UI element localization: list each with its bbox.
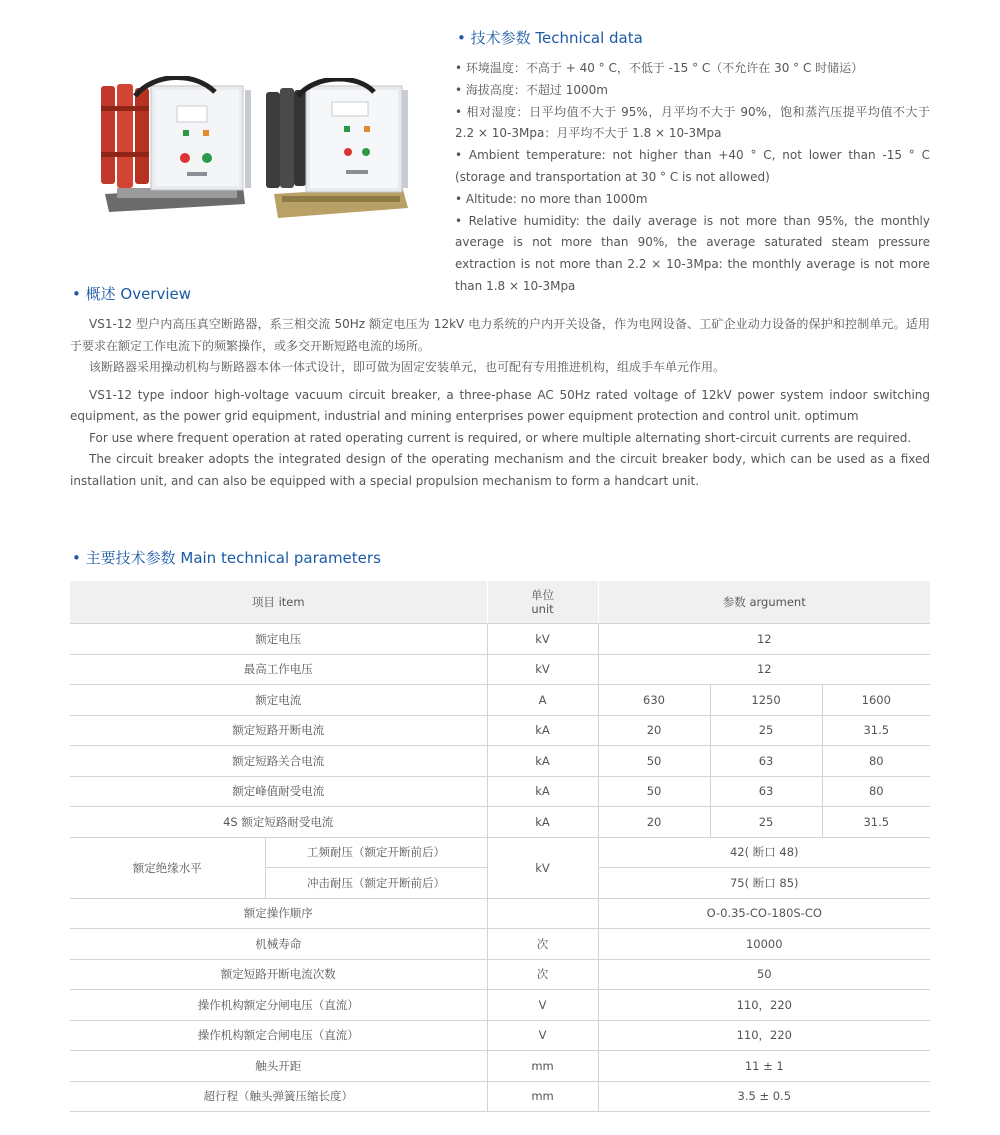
header-item: 项目 item — [70, 581, 487, 624]
row-item: 额定电流 — [70, 685, 487, 716]
row-item: 触头开距 — [70, 1051, 487, 1082]
header-unit-cn: 单位 — [531, 588, 555, 602]
table-row — [70, 654, 930, 685]
row-value-3: 1600 — [822, 685, 930, 716]
row-value: O-0.35-CO-180S-CO — [598, 898, 930, 929]
tech-line-humidity-cn: • 相对湿度：日平均值不大于 95%，月平均不大于 90%，饱和蒸汽压提平均值不大于 2.2 × 10-3Mpa：月平均不大于 1.8 × 10-3Mpa — [455, 104, 930, 141]
row-unit: V — [487, 1020, 598, 1051]
row-value-1: 630 — [598, 685, 710, 716]
row-value: 50 — [598, 959, 930, 990]
row-value-3: 80 — [822, 746, 930, 777]
header-unit — [487, 581, 598, 624]
row-item: 额定短路开断电流 — [70, 715, 487, 746]
table-row — [70, 959, 930, 990]
row-value: 110，220 — [598, 1020, 930, 1051]
tech-line-humidity-en: • Relative humidity: the daily average is not more than 95%, the monthly average is not more than 90%, the average saturated steam pressure extraction is not more than 2.2 × 10-3Mpa: the monthly average is not more than 1.8 × 10-3Mpa — [455, 213, 930, 293]
row-unit: kA — [487, 715, 598, 746]
overview-paragraph-cn-1: VS1-12 型户内高压真空断路器，系三相交流 50Hz 额定电压为 12kV 电力系统的户内开关设备，作为电网设备、工矿企业动力设备的保护和控制单元。适用于要求在额定工作电流下的频繁操作，或多交开断短路电流的场所。 — [70, 317, 930, 353]
row-item: 操作机构额定合闸电压（直流） — [70, 1020, 487, 1051]
row-value: 42( 断口 48) — [598, 837, 930, 868]
circuit-breaker-red-image — [95, 76, 255, 226]
row-value: 12 — [598, 654, 930, 685]
row-value-2: 25 — [710, 715, 822, 746]
table-row — [70, 929, 930, 960]
row-value-3: 31.5 — [822, 715, 930, 746]
row-value: 11 ± 1 — [598, 1051, 930, 1082]
row-unit: kA — [487, 746, 598, 777]
row-value-1: 20 — [598, 807, 710, 838]
row-unit: kV — [487, 837, 598, 898]
row-unit: V — [487, 990, 598, 1021]
row-value: 12 — [598, 624, 930, 655]
row-unit: kA — [487, 776, 598, 807]
row-item: 额定操作顺序 — [70, 898, 487, 929]
parameters-table — [70, 581, 930, 1112]
table-row — [70, 837, 930, 868]
tech-line-altitude-en: • Altitude: no more than 1000m — [455, 191, 648, 206]
header-argument: 参数 argument — [598, 581, 930, 624]
table-row — [70, 898, 930, 929]
row-value-1: 50 — [598, 746, 710, 777]
row-item: 最高工作电压 — [70, 654, 487, 685]
circuit-breaker-silver-image — [262, 78, 412, 226]
table-row — [70, 1051, 930, 1082]
row-unit: mm — [487, 1081, 598, 1112]
row-unit: kA — [487, 807, 598, 838]
overview-paragraph-en-1: VS1-12 type indoor high-voltage vacuum circuit breaker, a three-phase AC 50Hz rated voltage of 12kV power system indoor switching equipment, as the power grid equipment, industrial and mining enterprises power equipment protection and control unit. optimum — [70, 387, 930, 423]
row-value-2: 1250 — [710, 685, 822, 716]
table-row — [70, 746, 930, 777]
table-row — [70, 990, 930, 1021]
row-unit: A — [487, 685, 598, 716]
row-value: 10000 — [598, 929, 930, 960]
technical-data-list — [455, 58, 930, 298]
row-value-2: 63 — [710, 746, 822, 777]
table-row — [70, 685, 930, 716]
tech-line-altitude-cn: • 海拔高度：不超过 1000m — [455, 82, 608, 97]
row-value: 75( 断口 85) — [598, 868, 930, 899]
row-value-1: 20 — [598, 715, 710, 746]
table-row — [70, 715, 930, 746]
table-row — [70, 624, 930, 655]
tech-line-temperature-cn: • 环境温度：不高于 + 40 ° C，不低于 -15 ° C（不允许在 30 ° C 时储运） — [455, 61, 864, 75]
row-value-1: 50 — [598, 776, 710, 807]
table-row — [70, 1020, 930, 1051]
row-item: 额定短路开断电流次数 — [70, 959, 487, 990]
row-value-2: 25 — [710, 807, 822, 838]
header-unit-en: unit — [531, 602, 554, 616]
insulation-group-label: 额定绝缘水平 — [70, 837, 265, 898]
table-row — [70, 1081, 930, 1112]
row-unit: kV — [487, 624, 598, 655]
row-value-3: 31.5 — [822, 807, 930, 838]
row-unit: kV — [487, 654, 598, 685]
row-value: 3.5 ± 0.5 — [598, 1081, 930, 1112]
row-item: 额定峰值耐受电流 — [70, 776, 487, 807]
overview-heading: • 概述 Overview — [72, 285, 192, 303]
row-item: 冲击耐压（额定开断前后） — [265, 868, 487, 899]
row-unit: 次 — [487, 959, 598, 990]
overview-paragraph-en-3: The circuit breaker adopts the integrated design of the operating mechanism and the circuit breaker body, which can be used as a fixed installation unit, and can also be equipped with a special propulsion mechanism to form a handcart unit. — [70, 452, 930, 488]
table-header-row — [70, 581, 930, 624]
parameters-heading: • 主要技术参数 Main technical parameters — [72, 549, 381, 567]
table-row — [70, 776, 930, 807]
technical-data-heading: • 技术参数 Technical data — [457, 29, 643, 47]
row-unit: 次 — [487, 929, 598, 960]
overview-body — [70, 314, 930, 492]
row-item: 额定电压 — [70, 624, 487, 655]
row-value: 110，220 — [598, 990, 930, 1021]
overview-paragraph-en-2: For use where frequent operation at rated operating current is required, or where multiple alternating short-circuit currents are required. — [89, 430, 912, 445]
row-unit — [487, 898, 598, 929]
row-value-3: 80 — [822, 776, 930, 807]
row-item: 超行程（触头弹簧压缩长度） — [70, 1081, 487, 1112]
overview-paragraph-cn-2: 该断路器采用操动机构与断路器本体一体式设计，即可做为固定安装单元，也可配有专用推进机构，组成手车单元作用。 — [89, 360, 726, 374]
tech-line-temperature-en: • Ambient temperature: not higher than +40 ° C, not lower than -15 ° C (storage and transportation at 30 ° C is not allowed) — [455, 148, 930, 184]
row-item: 4S 额定短路耐受电流 — [70, 807, 487, 838]
row-item: 操作机构额定分闸电压（直流） — [70, 990, 487, 1021]
row-item: 额定短路关合电流 — [70, 746, 487, 777]
row-item: 机械寿命 — [70, 929, 487, 960]
row-value-2: 63 — [710, 776, 822, 807]
row-item: 工频耐压（额定开断前后） — [265, 837, 487, 868]
row-unit: mm — [487, 1051, 598, 1082]
table-row — [70, 807, 930, 838]
